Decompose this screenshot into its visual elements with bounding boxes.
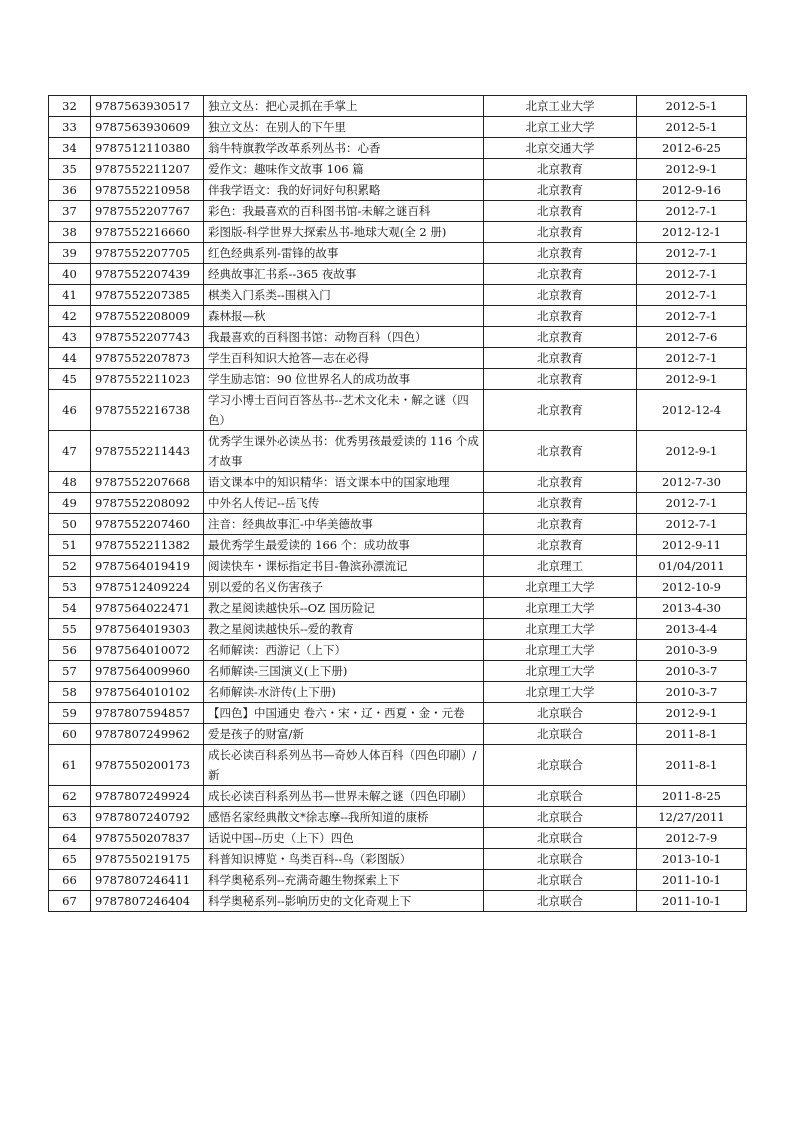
title-cell: 伴我学语文：我的好词好句积累略 <box>204 180 484 201</box>
publisher-cell: 北京教育 <box>484 369 637 390</box>
title-cell: 学生励志馆：90 位世界名人的成功故事 <box>204 369 484 390</box>
row-number: 36 <box>49 180 91 201</box>
table-row <box>49 703 747 724</box>
row-number: 56 <box>49 640 91 661</box>
title-cell: 彩色：我最喜欢的百科图书馆-未解之谜百科 <box>204 201 484 222</box>
row-number: 34 <box>49 138 91 159</box>
title-cell: 科学奥秘系列--影响历史的文化奇观上下 <box>204 891 484 912</box>
table-row <box>49 786 747 807</box>
isbn-cell: 9787807246411 <box>91 870 204 891</box>
publisher-cell: 北京联合 <box>484 807 637 828</box>
date-cell: 2012-12-4 <box>637 390 747 431</box>
row-number: 42 <box>49 306 91 327</box>
publisher-cell: 北京联合 <box>484 891 637 912</box>
isbn-cell: 9787807249924 <box>91 786 204 807</box>
table-row <box>49 390 747 431</box>
isbn-cell: 9787552208009 <box>91 306 204 327</box>
date-cell: 2012-7-30 <box>637 472 747 493</box>
row-number: 59 <box>49 703 91 724</box>
row-number: 32 <box>49 96 91 117</box>
table-row <box>49 369 747 390</box>
table-row <box>49 661 747 682</box>
isbn-cell: 9787564019419 <box>91 556 204 577</box>
date-cell: 2013-4-4 <box>637 619 747 640</box>
title-cell: 我最喜欢的百科图书馆：动物百科（四色） <box>204 327 484 348</box>
publisher-cell: 北京教育 <box>484 159 637 180</box>
isbn-cell: 9787807240792 <box>91 807 204 828</box>
row-number: 43 <box>49 327 91 348</box>
row-number: 41 <box>49 285 91 306</box>
isbn-cell: 9787552210958 <box>91 180 204 201</box>
table-row <box>49 807 747 828</box>
date-cell: 2012-7-9 <box>637 828 747 849</box>
publisher-cell: 北京联合 <box>484 828 637 849</box>
table-row <box>49 138 747 159</box>
title-cell: 科学奥秘系列--充满奇趣生物探索上下 <box>204 870 484 891</box>
title-cell: 名师解读：西游记（上下） <box>204 640 484 661</box>
date-cell: 2012-10-9 <box>637 577 747 598</box>
date-cell: 2012-7-1 <box>637 514 747 535</box>
isbn-cell: 9787552216660 <box>91 222 204 243</box>
title-cell: 教之星阅读越快乐--OZ 国历险记 <box>204 598 484 619</box>
row-number: 66 <box>49 870 91 891</box>
isbn-cell: 9787552207705 <box>91 243 204 264</box>
publisher-cell: 北京教育 <box>484 222 637 243</box>
publisher-cell: 北京教育 <box>484 285 637 306</box>
table-row <box>49 870 747 891</box>
publisher-cell: 北京教育 <box>484 431 637 472</box>
publisher-cell: 北京理工大学 <box>484 577 637 598</box>
isbn-cell: 9787552216738 <box>91 390 204 431</box>
table-row <box>49 180 747 201</box>
row-number: 47 <box>49 431 91 472</box>
isbn-cell: 9787552207460 <box>91 514 204 535</box>
publisher-cell: 北京联合 <box>484 724 637 745</box>
isbn-cell: 9787807594857 <box>91 703 204 724</box>
row-number: 54 <box>49 598 91 619</box>
publisher-cell: 北京理工大学 <box>484 598 637 619</box>
table-row <box>49 849 747 870</box>
row-number: 57 <box>49 661 91 682</box>
table-row <box>49 577 747 598</box>
row-number: 44 <box>49 348 91 369</box>
table-row <box>49 348 747 369</box>
publisher-cell: 北京联合 <box>484 703 637 724</box>
date-cell: 2012-9-11 <box>637 535 747 556</box>
isbn-cell: 9787552211443 <box>91 431 204 472</box>
title-cell: 成长必读百科系列丛书—世界未解之谜（四色印刷） <box>204 786 484 807</box>
isbn-cell: 9787550200173 <box>91 745 204 786</box>
table-row <box>49 745 747 786</box>
publisher-cell: 北京教育 <box>484 535 637 556</box>
publisher-cell: 北京教育 <box>484 264 637 285</box>
publisher-cell: 北京联合 <box>484 786 637 807</box>
date-cell: 2011-10-1 <box>637 870 747 891</box>
title-cell: 爱作文：趣味作文故事 106 篇 <box>204 159 484 180</box>
date-cell: 2012-9-1 <box>637 431 747 472</box>
date-cell: 2012-7-1 <box>637 348 747 369</box>
publisher-cell: 北京教育 <box>484 514 637 535</box>
table-row <box>49 472 747 493</box>
table-row <box>49 891 747 912</box>
row-number: 61 <box>49 745 91 786</box>
publisher-cell: 北京教育 <box>484 180 637 201</box>
table-row <box>49 724 747 745</box>
table-row <box>49 222 747 243</box>
isbn-cell: 9787807249962 <box>91 724 204 745</box>
date-cell: 2012-12-1 <box>637 222 747 243</box>
publisher-cell: 北京教育 <box>484 243 637 264</box>
publisher-cell: 北京理工大学 <box>484 661 637 682</box>
publisher-cell: 北京联合 <box>484 870 637 891</box>
isbn-cell: 9787552208092 <box>91 493 204 514</box>
isbn-cell: 9787564010102 <box>91 682 204 703</box>
book-list-body <box>49 96 747 912</box>
title-cell: 别以爱的名义伤害孩子 <box>204 577 484 598</box>
isbn-cell: 9787563930609 <box>91 117 204 138</box>
title-cell: 学习小博士百问百答丛书--艺术文化未・解之谜（四色） <box>204 390 484 431</box>
table-row <box>49 285 747 306</box>
title-cell: 成长必读百科系列丛书—奇妙人体百科（四色印刷）/新 <box>204 745 484 786</box>
date-cell: 2011-10-1 <box>637 891 747 912</box>
row-number: 35 <box>49 159 91 180</box>
table-row <box>49 535 747 556</box>
date-cell: 2010-3-7 <box>637 661 747 682</box>
publisher-cell: 北京工业大学 <box>484 117 637 138</box>
table-row <box>49 264 747 285</box>
title-cell: 【四色】中国通史 卷六・宋・辽・西夏・金・元卷 <box>204 703 484 724</box>
date-cell: 2013-10-1 <box>637 849 747 870</box>
isbn-cell: 9787552207668 <box>91 472 204 493</box>
isbn-cell: 9787563930517 <box>91 96 204 117</box>
publisher-cell: 北京联合 <box>484 849 637 870</box>
row-number: 58 <box>49 682 91 703</box>
publisher-cell: 北京教育 <box>484 327 637 348</box>
title-cell: 名师解读-三国演义(上下册) <box>204 661 484 682</box>
isbn-cell: 9787552207873 <box>91 348 204 369</box>
row-number: 62 <box>49 786 91 807</box>
publisher-cell: 北京教育 <box>484 201 637 222</box>
isbn-cell: 9787552207743 <box>91 327 204 348</box>
date-cell: 2012-7-1 <box>637 285 747 306</box>
title-cell: 红色经典系列-雷锋的故事 <box>204 243 484 264</box>
isbn-cell: 9787512110380 <box>91 138 204 159</box>
isbn-cell: 9787564019303 <box>91 619 204 640</box>
isbn-cell: 9787552211023 <box>91 369 204 390</box>
isbn-cell: 9787552207385 <box>91 285 204 306</box>
table-row <box>49 514 747 535</box>
table-row <box>49 682 747 703</box>
title-cell: 彩图版-科学世界大探索丛书-地球大观(全 2 册) <box>204 222 484 243</box>
date-cell: 2010-3-9 <box>637 640 747 661</box>
title-cell: 优秀学生课外必读丛书：优秀男孩最爱读的 116 个成才故事 <box>204 431 484 472</box>
title-cell: 感悟名家经典散文*徐志摩--我所知道的康桥 <box>204 807 484 828</box>
title-cell: 经典故事汇书系--365 夜故事 <box>204 264 484 285</box>
row-number: 52 <box>49 556 91 577</box>
publisher-cell: 北京工业大学 <box>484 96 637 117</box>
publisher-cell: 北京教育 <box>484 348 637 369</box>
book-list-table <box>48 95 747 912</box>
date-cell: 2010-3-7 <box>637 682 747 703</box>
table-row <box>49 619 747 640</box>
isbn-cell: 9787552207767 <box>91 201 204 222</box>
isbn-cell: 9787550207837 <box>91 828 204 849</box>
publisher-cell: 北京理工大学 <box>484 619 637 640</box>
row-number: 63 <box>49 807 91 828</box>
title-cell: 最优秀学生最爱读的 166 个：成功故事 <box>204 535 484 556</box>
date-cell: 2012-7-6 <box>637 327 747 348</box>
row-number: 55 <box>49 619 91 640</box>
date-cell: 2011-8-25 <box>637 786 747 807</box>
table-row <box>49 493 747 514</box>
publisher-cell: 北京交通大学 <box>484 138 637 159</box>
row-number: 37 <box>49 201 91 222</box>
table-row <box>49 598 747 619</box>
publisher-cell: 北京联合 <box>484 745 637 786</box>
row-number: 46 <box>49 390 91 431</box>
publisher-cell: 北京教育 <box>484 472 637 493</box>
row-number: 64 <box>49 828 91 849</box>
title-cell: 注音：经典故事汇-中华美德故事 <box>204 514 484 535</box>
table-row <box>49 96 747 117</box>
isbn-cell: 9787512409224 <box>91 577 204 598</box>
date-cell: 01/04/2011 <box>637 556 747 577</box>
date-cell: 2012-7-1 <box>637 264 747 285</box>
isbn-cell: 9787564010072 <box>91 640 204 661</box>
row-number: 51 <box>49 535 91 556</box>
row-number: 60 <box>49 724 91 745</box>
table-row <box>49 117 747 138</box>
isbn-cell: 9787807246404 <box>91 891 204 912</box>
date-cell: 2012-7-1 <box>637 306 747 327</box>
date-cell: 2012-9-1 <box>637 703 747 724</box>
publisher-cell: 北京教育 <box>484 390 637 431</box>
row-number: 33 <box>49 117 91 138</box>
row-number: 53 <box>49 577 91 598</box>
title-cell: 学生百科知识大抢答—志在必得 <box>204 348 484 369</box>
publisher-cell: 北京理工 <box>484 556 637 577</box>
isbn-cell: 9787564022471 <box>91 598 204 619</box>
table-row <box>49 828 747 849</box>
table-row <box>49 556 747 577</box>
row-number: 50 <box>49 514 91 535</box>
publisher-cell: 北京教育 <box>484 493 637 514</box>
row-number: 40 <box>49 264 91 285</box>
title-cell: 爱是孩子的财富/新 <box>204 724 484 745</box>
isbn-cell: 9787564009960 <box>91 661 204 682</box>
title-cell: 语文课本中的知识精华：语文课本中的国家地理 <box>204 472 484 493</box>
date-cell: 2012-7-1 <box>637 243 747 264</box>
row-number: 45 <box>49 369 91 390</box>
title-cell: 名师解读-水浒传(上下册) <box>204 682 484 703</box>
isbn-cell: 9787552211207 <box>91 159 204 180</box>
publisher-cell: 北京理工大学 <box>484 682 637 703</box>
table-row <box>49 640 747 661</box>
table-row <box>49 159 747 180</box>
date-cell: 2012-5-1 <box>637 96 747 117</box>
title-cell: 棋类入门系类--围棋入门 <box>204 285 484 306</box>
date-cell: 2011-8-1 <box>637 724 747 745</box>
title-cell: 科普知识博览・鸟类百科--鸟（彩图版） <box>204 849 484 870</box>
date-cell: 2012-9-16 <box>637 180 747 201</box>
publisher-cell: 北京理工大学 <box>484 640 637 661</box>
date-cell: 2012-6-25 <box>637 138 747 159</box>
title-cell: 森林报—秋 <box>204 306 484 327</box>
title-cell: 翁牛特旗教学改革系列丛书：心香 <box>204 138 484 159</box>
row-number: 48 <box>49 472 91 493</box>
row-number: 38 <box>49 222 91 243</box>
table-row <box>49 201 747 222</box>
row-number: 39 <box>49 243 91 264</box>
date-cell: 2012-5-1 <box>637 117 747 138</box>
title-cell: 中外名人传记--岳飞传 <box>204 493 484 514</box>
date-cell: 2012-9-1 <box>637 159 747 180</box>
publisher-cell: 北京教育 <box>484 306 637 327</box>
isbn-cell: 9787552211382 <box>91 535 204 556</box>
title-cell: 独立文丛：把心灵抓在手掌上 <box>204 96 484 117</box>
date-cell: 2012-7-1 <box>637 201 747 222</box>
title-cell: 话说中国--历史（上下）四色 <box>204 828 484 849</box>
isbn-cell: 9787552207439 <box>91 264 204 285</box>
table-row <box>49 327 747 348</box>
title-cell: 独立文丛：在别人的下午里 <box>204 117 484 138</box>
title-cell: 教之星阅读越快乐--爱的教育 <box>204 619 484 640</box>
date-cell: 12/27/2011 <box>637 807 747 828</box>
table-row <box>49 431 747 472</box>
date-cell: 2013-4-30 <box>637 598 747 619</box>
row-number: 67 <box>49 891 91 912</box>
date-cell: 2012-7-1 <box>637 493 747 514</box>
table-row <box>49 243 747 264</box>
date-cell: 2012-9-1 <box>637 369 747 390</box>
date-cell: 2011-8-1 <box>637 745 747 786</box>
row-number: 49 <box>49 493 91 514</box>
isbn-cell: 9787550219175 <box>91 849 204 870</box>
row-number: 65 <box>49 849 91 870</box>
table-row <box>49 306 747 327</box>
title-cell: 阅读快车・课标指定书目-鲁滨孙漂流记 <box>204 556 484 577</box>
